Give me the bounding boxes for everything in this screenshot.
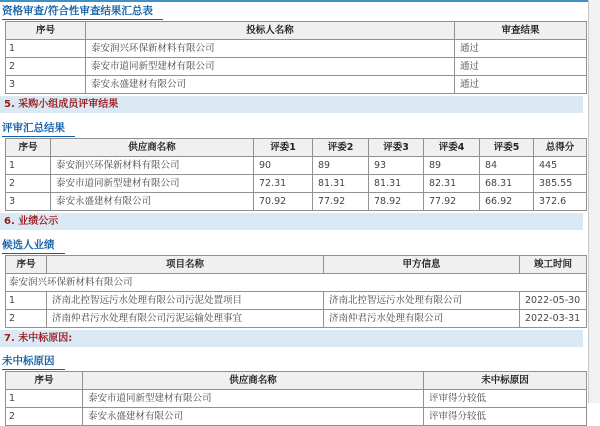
table-row [6, 58, 587, 76]
cell-supplier-name: 泰安市道同新型建材有限公司 [51, 175, 254, 193]
col-header-seq: 序号 [6, 22, 86, 40]
table-row [6, 408, 587, 426]
cell-seq: 1 [6, 40, 86, 58]
cell-client-info: 济南北控智远污水处理有限公司 [324, 292, 520, 310]
cell-bidder-name: 泰安润兴环保新材料有限公司 [86, 40, 455, 58]
table-header-row [6, 22, 587, 40]
cell-review-result: 通过 [455, 40, 587, 58]
section-header-performance: 6. 业绩公示 [0, 213, 583, 231]
table-row [6, 390, 587, 408]
cell-supplier-name: 泰安永盛建材有限公司 [83, 408, 424, 426]
cell-judge-score: 70.92 [254, 193, 313, 211]
cell-review-result: 通过 [455, 76, 587, 94]
col-header-total-score: 总得分 [534, 139, 587, 157]
col-header-supplier-name: 供应商名称 [83, 372, 424, 390]
cell-seq: 1 [6, 157, 51, 175]
table-row [6, 157, 587, 175]
cell-judge-score: 93 [369, 157, 424, 175]
cell-completion-date: 2022-03-31 [520, 310, 587, 328]
cell-company-name: 泰安润兴环保新材料有限公司 [6, 274, 587, 292]
cell-seq: 2 [6, 408, 83, 426]
cell-judge-score: 89 [424, 157, 480, 175]
cell-judge-score: 89 [313, 157, 369, 175]
cell-project-name: 济南北控智远污水处理有限公司污泥处置项目 [47, 292, 324, 310]
table-header-row [6, 372, 587, 390]
performance-table [5, 255, 587, 328]
col-header-seq: 序号 [6, 139, 51, 157]
section-header-review-results: 5. 采购小组成员评审结果 [0, 96, 583, 114]
cell-judge-score: 77.92 [313, 193, 369, 211]
cell-judge-score: 90 [254, 157, 313, 175]
col-header-client-info: 甲方信息 [324, 256, 520, 274]
col-header-seq: 序号 [6, 256, 47, 274]
cell-total-score: 372.6 [534, 193, 587, 211]
col-header-judge4: 评委4 [424, 139, 480, 157]
col-header-supplier-name: 供应商名称 [51, 139, 254, 157]
table-row [6, 40, 587, 58]
cell-seq: 1 [6, 390, 83, 408]
qualification-summary-title: 资格审查/符合性审查结果汇总表 [2, 3, 163, 20]
col-header-review-result: 审查结果 [455, 22, 587, 40]
table-header-row [6, 256, 587, 274]
cell-judge-score: 77.92 [424, 193, 480, 211]
cell-seq: 2 [6, 58, 86, 76]
cell-judge-score: 82.31 [424, 175, 480, 193]
lost-reason-title: 未中标原因 [2, 353, 65, 370]
table-row [6, 310, 587, 328]
cell-supplier-name: 泰安润兴环保新材料有限公司 [51, 157, 254, 175]
col-header-seq: 序号 [6, 372, 83, 390]
table-header-row [6, 139, 587, 157]
cell-judge-score: 81.31 [313, 175, 369, 193]
cell-supplier-name: 泰安市道同新型建材有限公司 [83, 390, 424, 408]
col-header-judge1: 评委1 [254, 139, 313, 157]
cell-completion-date: 2022-05-30 [520, 292, 587, 310]
cell-judge-score: 68.31 [480, 175, 534, 193]
table-row [6, 193, 587, 211]
col-header-completion-date: 竣工时间 [520, 256, 587, 274]
page-right-margin [588, 0, 600, 403]
cell-seq: 1 [6, 292, 47, 310]
cell-judge-score: 84 [480, 157, 534, 175]
col-header-judge5: 评委5 [480, 139, 534, 157]
cell-judge-score: 81.31 [369, 175, 424, 193]
table-row [6, 76, 587, 94]
col-header-bidder-name: 投标人名称 [86, 22, 455, 40]
cell-seq: 2 [6, 310, 47, 328]
cell-judge-score: 66.92 [480, 193, 534, 211]
cell-bidder-name: 泰安市道同新型建材有限公司 [86, 58, 455, 76]
company-group-row [6, 274, 587, 292]
col-header-lost-reason: 未中标原因 [424, 372, 587, 390]
cell-bidder-name: 泰安永盛建材有限公司 [86, 76, 455, 94]
cell-seq: 3 [6, 76, 86, 94]
section-header-lost-reason: 7. 未中标原因: [0, 330, 583, 348]
review-summary-title: 评审汇总结果 [2, 120, 75, 137]
cell-total-score: 445 [534, 157, 587, 175]
col-header-judge2: 评委2 [313, 139, 369, 157]
candidate-performance-title: 候选人业绩 [2, 237, 65, 254]
cell-supplier-name: 泰安永盛建材有限公司 [51, 193, 254, 211]
col-header-judge3: 评委3 [369, 139, 424, 157]
table-row [6, 175, 587, 193]
col-header-project-name: 项目名称 [47, 256, 324, 274]
cell-seq: 3 [6, 193, 51, 211]
cell-project-name: 济南仲君污水处理有限公司污泥运输处理事宜 [47, 310, 324, 328]
cell-judge-score: 78.92 [369, 193, 424, 211]
cell-review-result: 通过 [455, 58, 587, 76]
table-row [6, 292, 587, 310]
review-scores-table [5, 138, 587, 211]
cell-judge-score: 72.31 [254, 175, 313, 193]
lost-reason-table [5, 371, 587, 426]
cell-client-info: 济南仲君污水处理有限公司 [324, 310, 520, 328]
qualification-table [5, 21, 587, 94]
report-content [0, 2, 588, 426]
cell-seq: 2 [6, 175, 51, 193]
cell-lost-reason: 评审得分较低 [424, 408, 587, 426]
cell-total-score: 385.55 [534, 175, 587, 193]
cell-lost-reason: 评审得分较低 [424, 390, 587, 408]
